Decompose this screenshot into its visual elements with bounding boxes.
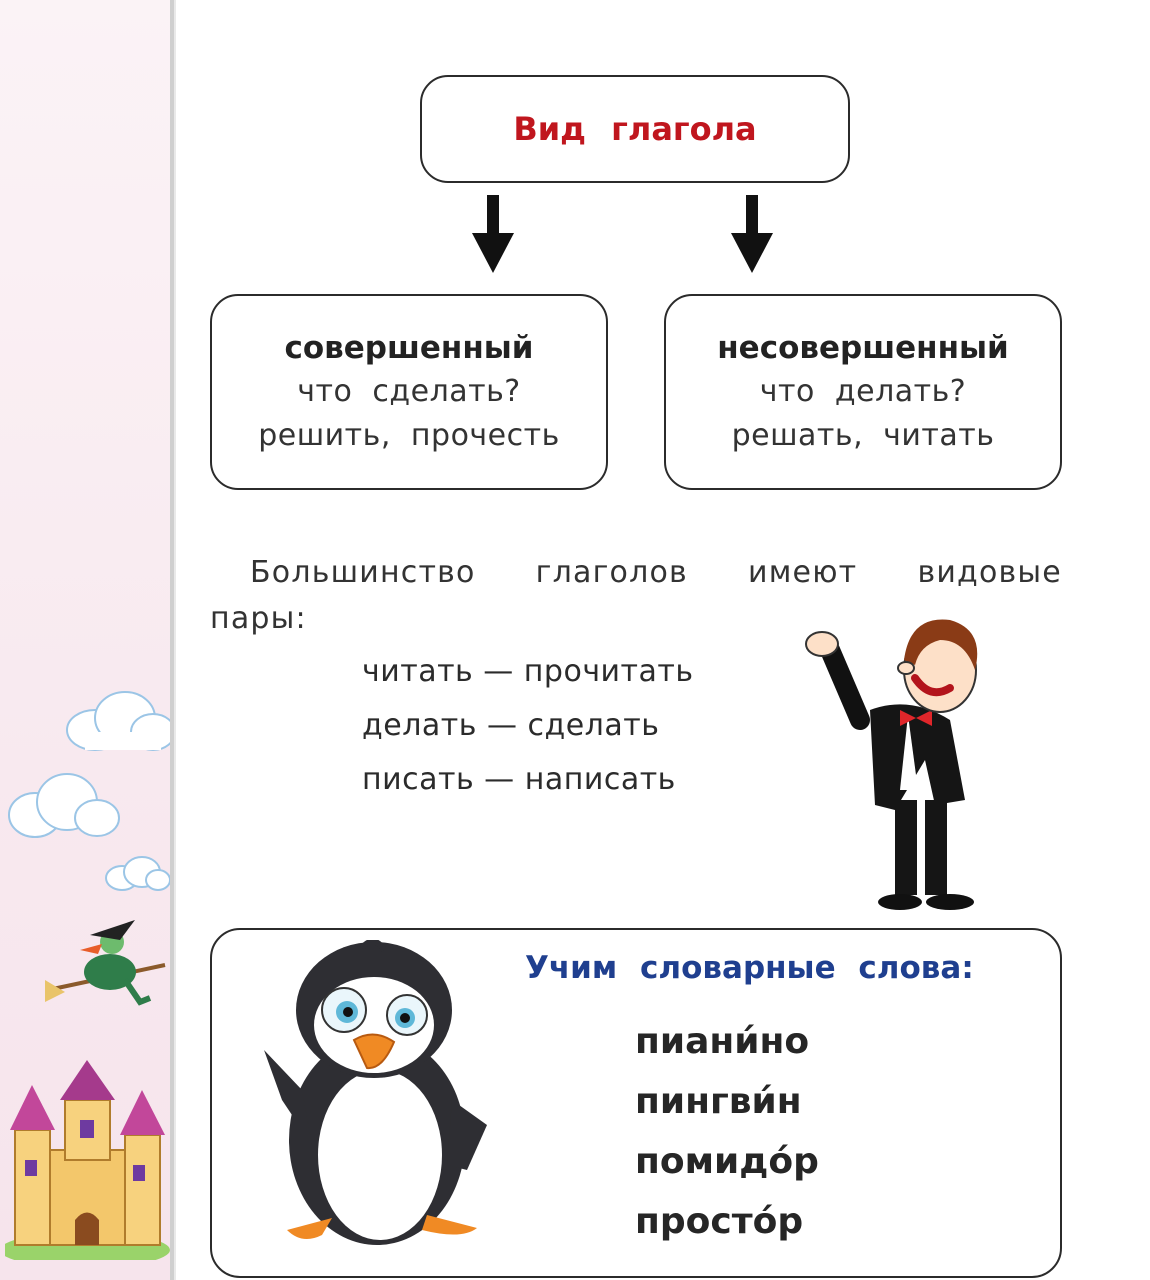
penguin-character-icon [262, 940, 502, 1260]
vocabulary-word: просто́р [635, 1201, 804, 1242]
vocabulary-list [635, 1012, 819, 1252]
cloud-icon [100, 850, 170, 895]
vocabulary-title: Учим словарные слова: [525, 950, 974, 986]
cloud-icon [5, 760, 125, 850]
witch-on-broom-icon [40, 910, 170, 1010]
teacher-character-icon [800, 610, 990, 920]
intro-line-2: пары: [210, 601, 307, 636]
aspect-question: что сделать? [297, 374, 521, 409]
cloud-icon [55, 680, 174, 760]
aspect-pairs-list [362, 645, 694, 807]
aspect-pair: читать — прочитать [362, 654, 694, 689]
vocabulary-word: пиани́но [635, 1021, 810, 1062]
aspect-pair: писать — написать [362, 762, 676, 797]
page-title: Вид глагола [513, 110, 757, 148]
aspect-pair: делать — сделать [362, 708, 660, 743]
title-box [420, 75, 850, 183]
arrow-down-icon [472, 195, 514, 275]
intro-word: Большинство [250, 555, 476, 590]
aspect-examples: решать, читать [731, 418, 995, 453]
intro-word: видовые [917, 555, 1062, 590]
perfective-aspect-box [210, 294, 608, 490]
castle-icon [5, 1060, 170, 1260]
aspect-name: совершенный [284, 330, 534, 366]
arrow-down-icon [731, 195, 773, 275]
intro-word: глаголов [535, 555, 688, 590]
decorative-sidebar [0, 0, 174, 1280]
imperfective-aspect-box [664, 294, 1062, 490]
vocabulary-word: помидо́р [635, 1141, 819, 1182]
aspect-question: что делать? [759, 374, 967, 409]
aspect-examples: решить, прочесть [258, 418, 560, 453]
intro-word: имеют [748, 555, 858, 590]
vocabulary-word: пингви́н [635, 1081, 802, 1122]
aspect-name: несовершенный [717, 330, 1009, 366]
